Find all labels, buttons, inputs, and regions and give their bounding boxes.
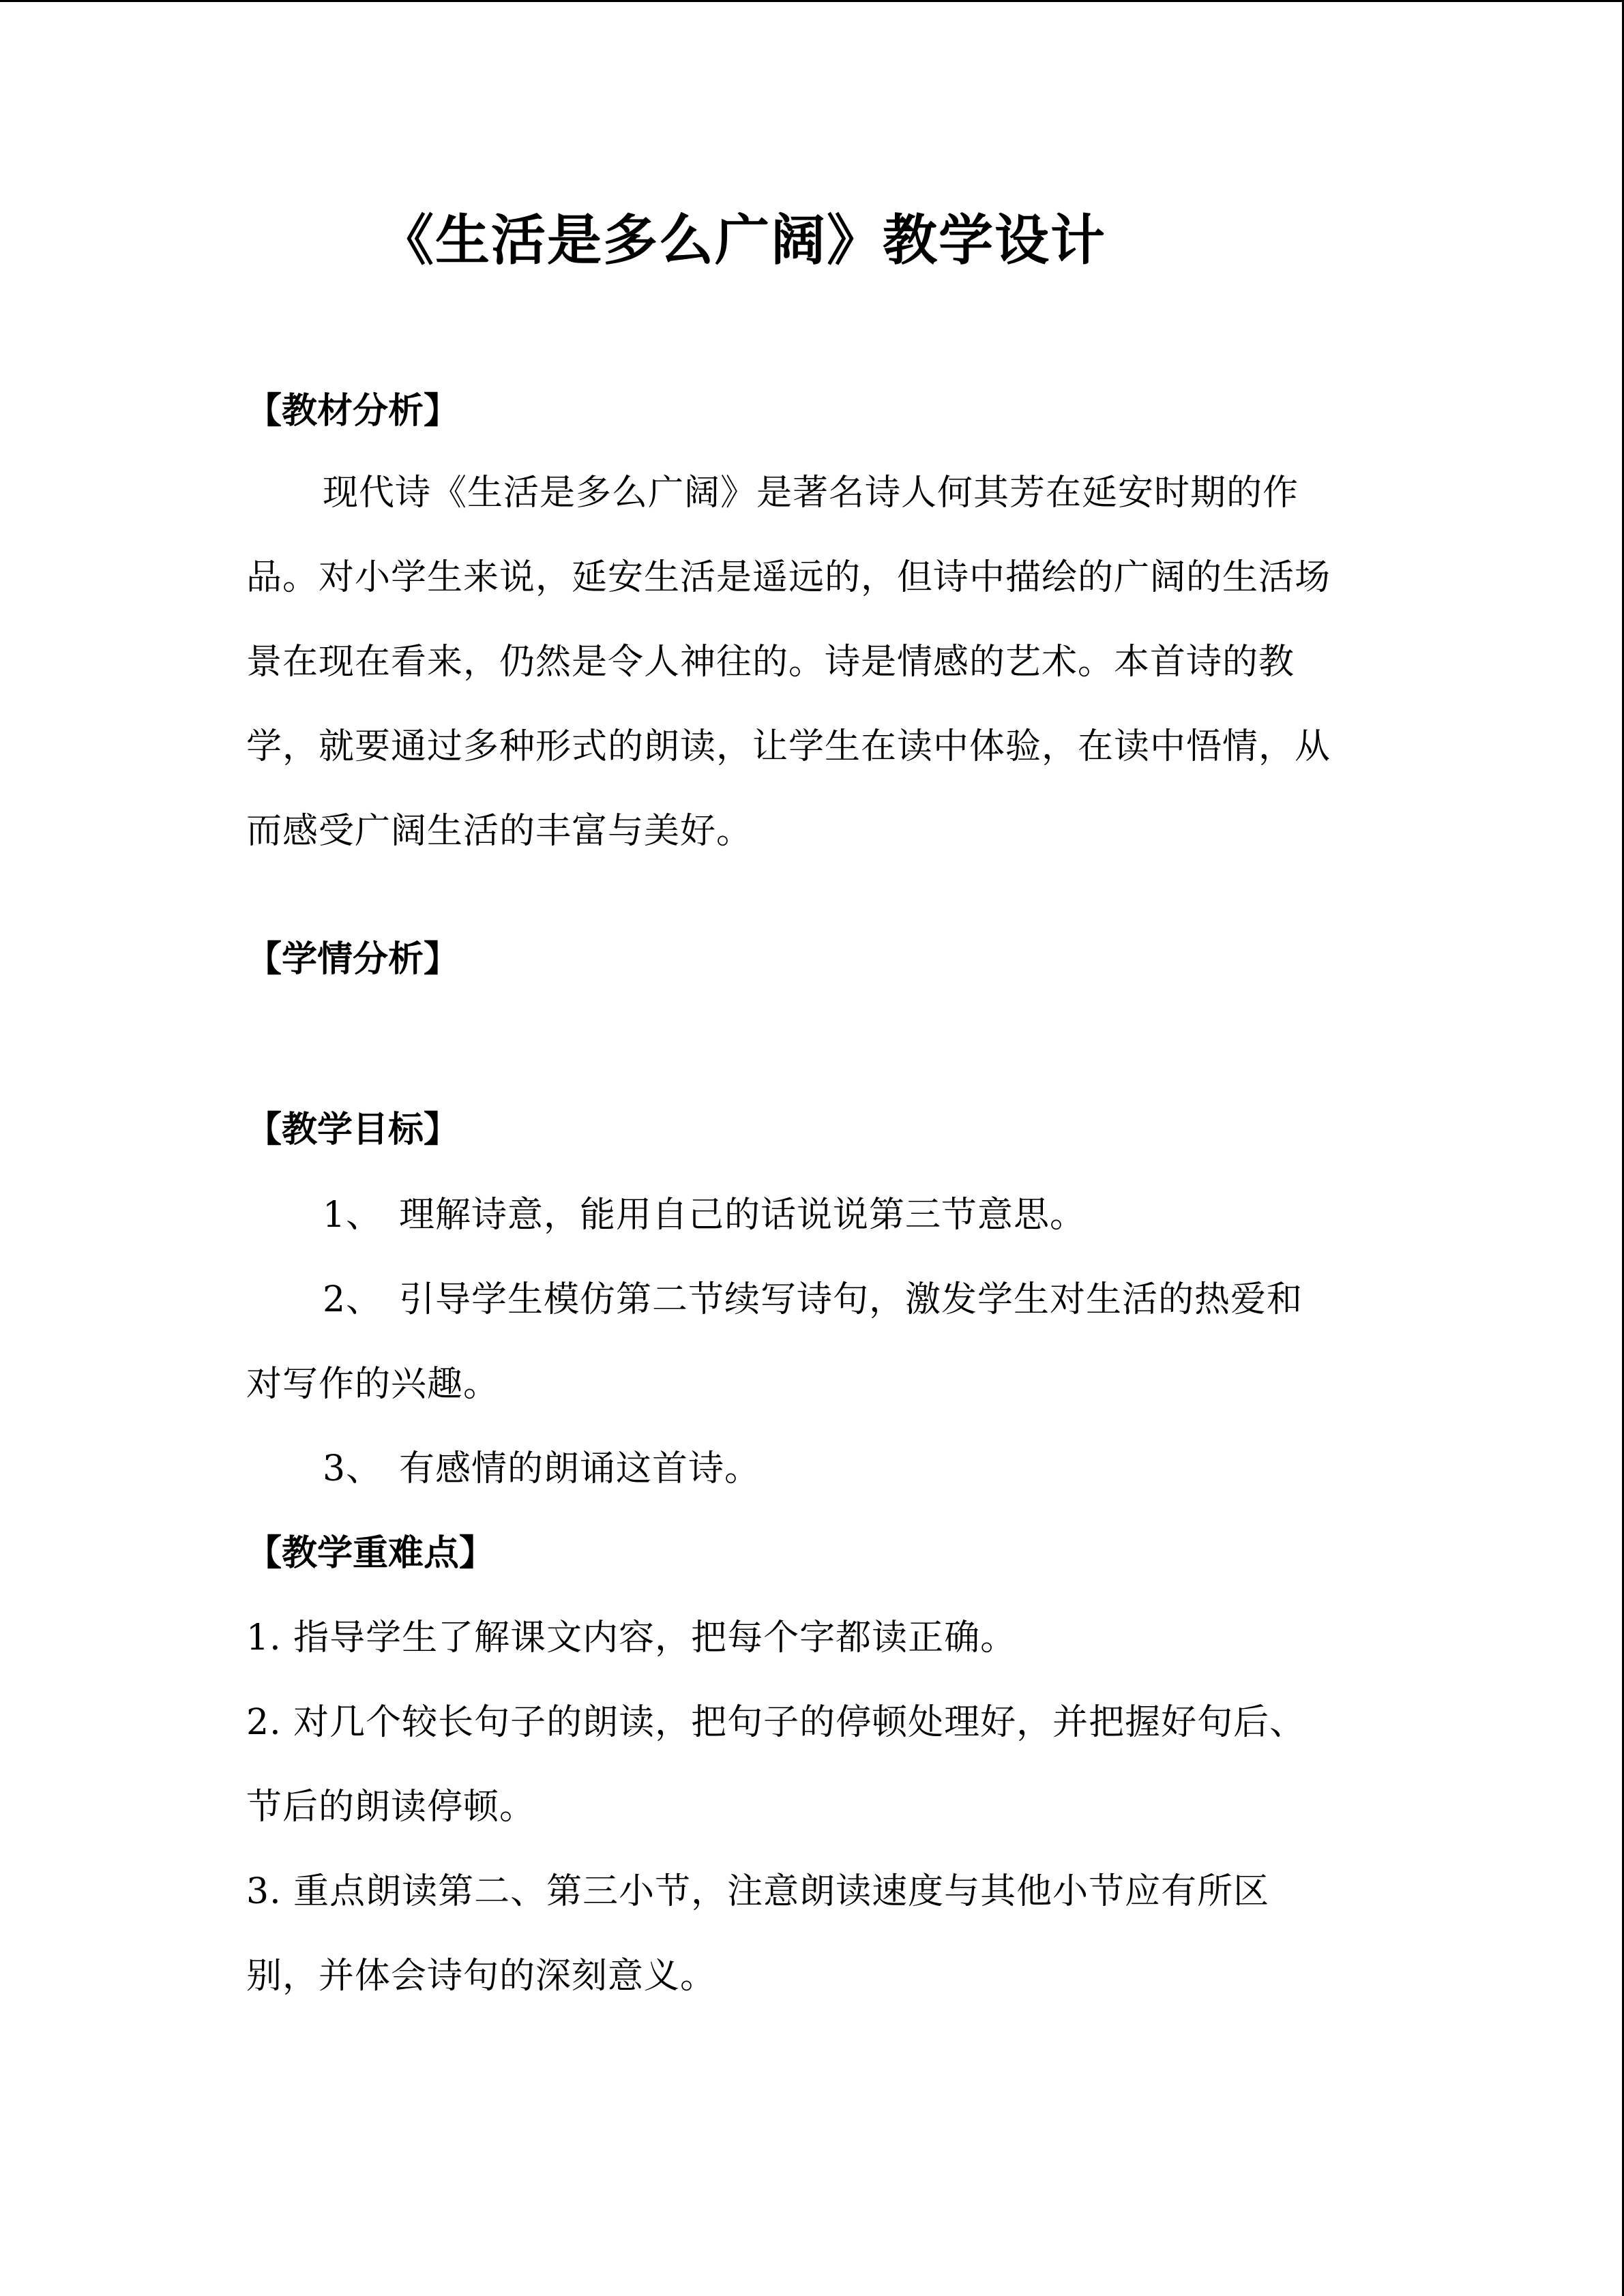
heading-material-analysis: 【教材分析】 [246, 390, 460, 432]
key-point-item: 1. 指导学生了解课文内容，把每个字都读正确。 [246, 1617, 1017, 1658]
document-title: 《生活是多么广阔》教学设计 [379, 208, 1106, 272]
material-analysis-paragraph: 现代诗《生活是多么广阔》是著名诗人何其芳在延安时期的作品。对小学生来说，延安生活是遥远的，但诗中描绘的广阔的生活场景在现在看来，仍然是令人神往的。诗是情感的艺术。本首诗的教学，就要通过多种形式的朗读，让学生在读中体验，在读中悟情，从而感受广阔生活的丰富与美好。 [246, 473, 1331, 852]
heading-student-analysis: 【学情分析】 [246, 938, 460, 980]
goal-item [323, 1272, 1303, 1327]
goal-item [323, 1442, 761, 1496]
goal-number: 1、 [323, 1195, 383, 1236]
goal-text: 理解诗意，能用自己的话说说第三节意思。 [399, 1195, 1087, 1236]
goal-text: 有感情的朗诵这首诗。 [399, 1448, 761, 1489]
key-point-item: 2. 对几个较长句子的朗读，把句子的停顿处理好，并把握好句后、 [246, 1702, 1306, 1743]
goal-item [323, 1188, 1086, 1242]
goal-number: 2、 [323, 1279, 383, 1320]
goal-text-continued: 对写作的兴趣。 [246, 1364, 500, 1405]
goal-text: 引导学生模仿第二节续写诗句，激发学生对生活的热爱和 [399, 1279, 1303, 1320]
heading-key-points: 【教学重难点】 [246, 1532, 495, 1574]
goal-number: 3、 [323, 1448, 383, 1489]
key-point-continued: 别，并体会诗句的深刻意义。 [246, 1956, 717, 1997]
key-point-item: 3. 重点朗读第二、第三小节，注意朗读速度与其他小节应有所区 [246, 1871, 1270, 1912]
key-point-continued: 节后的朗读停顿。 [246, 1787, 536, 1828]
heading-teaching-goals: 【教学目标】 [246, 1109, 460, 1150]
